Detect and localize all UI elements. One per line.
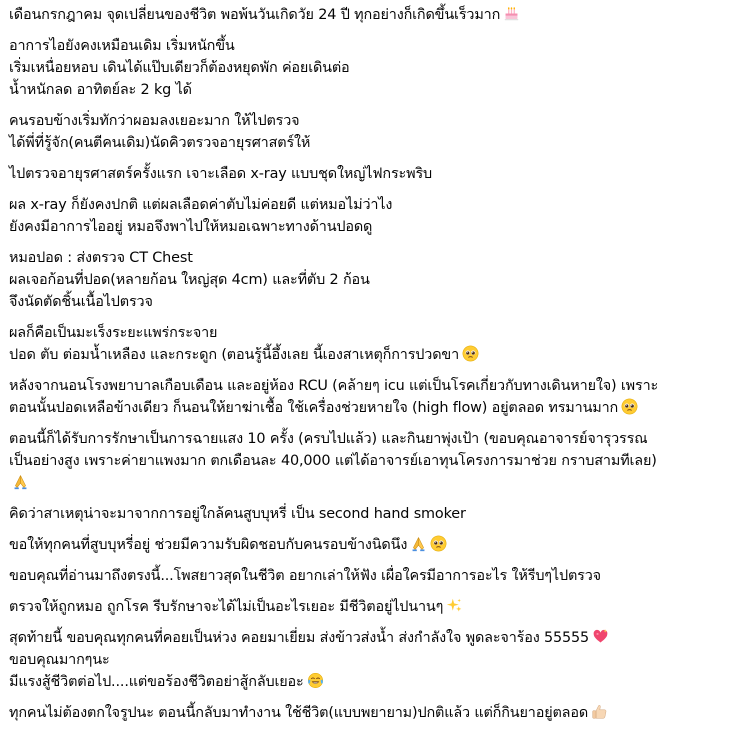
post-line-text: เดือนกรกฎาคม จุดเปลี่ยนของชีวิต พอพ้นวันเกิดวัย 24 ปี ทุกอย่างก็เกิดขึ้นเร็วมาก [9, 7, 501, 23]
post-line [9, 79, 731, 101]
post-line [9, 291, 731, 313]
post-line [9, 397, 731, 419]
post-line-text: ขอบคุณที่อ่านมาถึงตรงนี้...โพสยาวสุดในชีวิต อยากเล่าให้ฟัง เผื่อใครมีอาการอะไร ให้รีบๆไปตรวจ [9, 568, 601, 584]
post-line [9, 428, 731, 450]
post-line [9, 163, 731, 185]
post-line-text: หลังจากนอนโรงพยาบาลเกือบเดือน และอยู่ห้อง RCU (คล้ายๆ icu แต่เป็นโรคเกี่ยวกับทางเดินหายใจ) เพราะ [9, 378, 659, 394]
post-line [9, 4, 731, 26]
post-line-text: ตรวจให้ถูกหมอ ถูกโรค รีบรักษาจะได้ไม่เป็นอะไรเยอะ มีชีวิตอยู่ไปนานๆ [9, 599, 444, 615]
post-line-text: ขอให้ทุกคนที่สูบบุหรี่อยู่ ช่วยมีความรับผิดชอบกับคนรอบข้างนิดนึง [9, 537, 408, 553]
post-line [9, 671, 731, 693]
post-line [9, 472, 731, 494]
post-line [9, 269, 731, 291]
post-line-text: ตอนนี้ก็ได้รับการรักษาเป็นการฉายแสง 10 ครั้ง (ครบไปแล้ว) และกินยาพุ่งเป้า (ขอบคุณอาจารย์จารุวรรณ [9, 431, 648, 447]
post-paragraph [9, 4, 731, 26]
post-line [9, 627, 731, 649]
sparkles-emoji-icon [446, 597, 463, 614]
post-line-text: จึงนัดตัดชิ้นเนื้อไปตรวจ [9, 294, 153, 310]
post-line [9, 57, 731, 79]
post-line-text: ทุกคนไม่ต้องตกใจรูปนะ ตอนนี้กลับมาทำงาน ใช้ชีวิต(แบบพยายาม)ปกติแล้ว แต่ก็กินยาอยู่ตลอด [9, 705, 589, 721]
post-line [9, 35, 731, 57]
tears-of-joy-emoji-icon [307, 672, 324, 689]
post-line-text: คิดว่าสาเหตุน่าจะมาจากการอยู่ใกล้คนสูบบุหรี่ เป็น second hand smoker [9, 506, 466, 522]
post-body [9, 0, 731, 733]
post-line [9, 649, 731, 671]
post-paragraph [9, 702, 731, 724]
post-paragraph [9, 194, 731, 238]
post-line-text: มีแรงสู้ชีวิตต่อไป....แต่ขอร้องชีวิตอย่าสู้กลับเยอะ [9, 674, 304, 690]
post-paragraph [9, 35, 731, 101]
folded-hands-emoji-icon [410, 535, 427, 552]
post-paragraph [9, 110, 731, 154]
thumbs-up-emoji-icon [591, 703, 608, 720]
post-paragraph [9, 428, 731, 494]
post-line-text: สุดท้ายนี้ ขอบคุณทุกคนที่คอยเป็นห่วง คอยมาเยี่ยม ส่งข้าวส่งน้ำ ส่งกำลังใจ พูดละจาร้อง 55555 [9, 630, 590, 646]
birthday-cake-emoji-icon [503, 5, 520, 22]
post-line [9, 344, 731, 366]
pleading-face-emoji-icon [430, 535, 447, 552]
post-line-text: ผล x-ray ก็ยังคงปกติ แต่ผลเลือดค่าตับไม่ค่อยดี แต่หมอไม่ว่าไง [9, 197, 393, 213]
post-line-text: ขอบคุณมากๆนะ [9, 652, 110, 668]
post-line [9, 596, 731, 618]
post-line [9, 375, 731, 397]
post-line [9, 702, 731, 724]
post-line [9, 450, 731, 472]
post-line-text: ปอด ตับ ต่อมน้ำเหลือง และกระดูก (ตอนรู้นี้อึ้งเลย นี้เองสาเหตุก็การปวดขา [9, 347, 460, 363]
post-line [9, 534, 731, 556]
post-line [9, 216, 731, 238]
post-line-text: หมอปอด : ส่งตรวจ CT Chest [9, 250, 193, 266]
post-line-text: น้ำหนักลด อาทิตย์ละ 2 kg ได้ [9, 82, 192, 98]
post-line-text: อาการไอยังคงเหมือนเดิม เริ่มหนักขึ้น [9, 38, 235, 54]
post-line [9, 503, 731, 525]
post-paragraph [9, 627, 731, 693]
post-line-text: ยังคงมีอาการไออยู่ หมอจึงพาไปให้หมอเฉพาะทางด้านปอดดู [9, 219, 373, 235]
post-line-text: ไปตรวจอายุรศาสตร์ครั้งแรก เจาะเลือด x-ray แบบชุดใหญ่ไฟกระพริบ [9, 166, 433, 182]
post-line [9, 247, 731, 269]
post-line-text: คนรอบข้างเริ่มทักว่าผอมลงเยอะมาก ให้ไปตรวจ [9, 113, 300, 129]
post-line [9, 132, 731, 154]
post-paragraph [9, 247, 731, 313]
post-line-text: ตอนนั้นปอดเหลือข้างเดียว ก็นอนให้ยาฆ่าเชื้อ ใช้เครื่องช่วยหายใจ (high flow) อยู่ตลอด ทรมานมาก [9, 400, 619, 416]
post-paragraph [9, 503, 731, 525]
pleading-face-emoji-icon [621, 398, 638, 415]
post-line [9, 565, 731, 587]
post-line [9, 322, 731, 344]
post-paragraph [9, 375, 731, 419]
post-paragraph [9, 163, 731, 185]
post-paragraph [9, 596, 731, 618]
post-line-text: เป็นอย่างสูง เพราะค่ายาแพงมาก ตกเดือนละ 40,000 แต่ได้อาจารย์เอาทุนโครงการมาช่วย กราบสามทีเลย) [9, 453, 657, 469]
post-paragraph [9, 534, 731, 556]
post-line-text: เริ่มเหนื่อยหอบ เดินได้แป๊บเดียวก็ต้องหยุดพัก ค่อยเดินต่อ [9, 60, 350, 76]
post-line-text: ผลเจอก้อนที่ปอด(หลายก้อน ใหญ่สุด 4cm) และที่ตับ 2 ก้อน [9, 272, 370, 288]
post-paragraph [9, 322, 731, 366]
post-line-text: ผลก็คือเป็นมะเร็งระยะแพร่กระจาย [9, 325, 218, 341]
post-paragraph [9, 565, 731, 587]
post-line [9, 110, 731, 132]
post-line [9, 194, 731, 216]
sparkling-heart-emoji-icon [592, 628, 609, 645]
pleading-face-emoji-icon [462, 345, 479, 362]
folded-hands-emoji-icon [12, 473, 29, 490]
post-line-text: ได้พี่ที่รู้จัก(คนตีคนเดิม)นัดคิวตรวจอายุรศาสตร์ให้ [9, 135, 311, 151]
